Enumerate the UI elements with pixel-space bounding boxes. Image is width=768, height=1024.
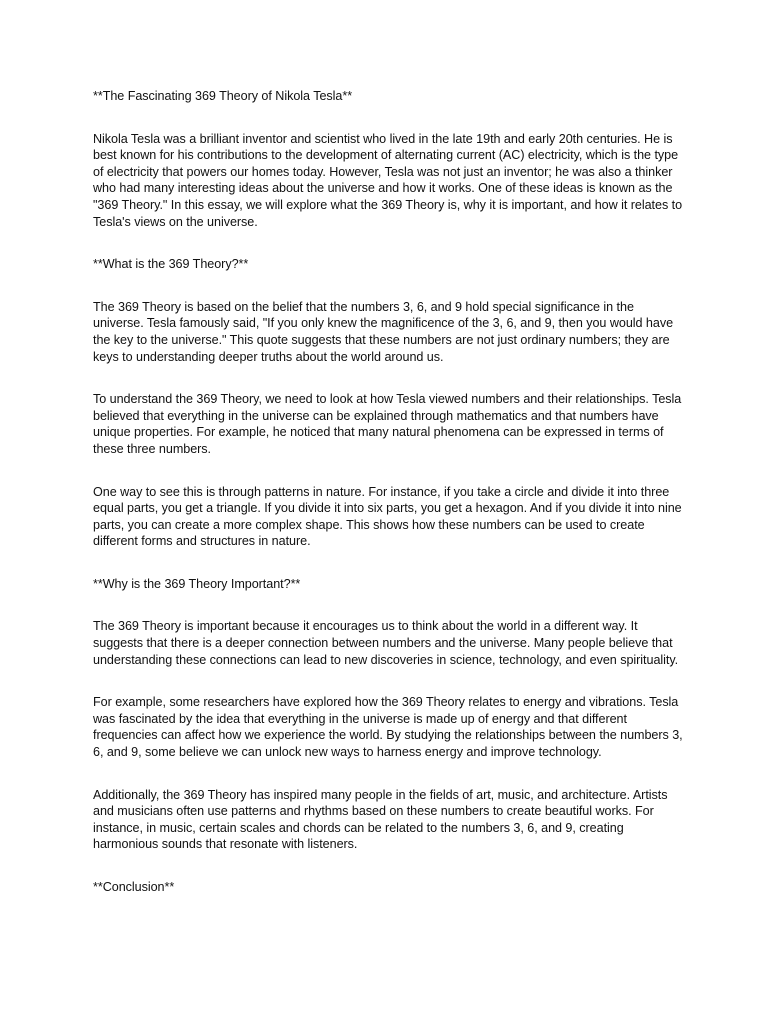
- spacer: [93, 458, 683, 484]
- spacer: [93, 230, 683, 256]
- paragraph-why-3: Additionally, the 369 Theory has inspired many people in the fields of art, music, and architecture. Artists and musicians often use patterns and rhythms based on these numbers to create beautiful works. For instance, in music, certain scales and chords can be related to the numbers 3, 6, and 9, creating harmonious sounds that resonate with listeners.: [93, 787, 668, 852]
- spacer: [93, 592, 683, 618]
- spacer: [93, 668, 683, 694]
- spacer: [93, 761, 683, 787]
- paragraph-what-2: To understand the 369 Theory, we need to look at how Tesla viewed numbers and their relationships. Tesla believed that everything in the universe can be explained through mathematics and that numbers have unique properties. For example, he noticed that many natural phenomena can be expressed in terms of these three numbers.: [93, 392, 682, 456]
- intro-paragraph: Nikola Tesla was a brilliant inventor and scientist who lived in the late 19th and early 20th centuries. He is best known for his contributions to the development of alternating current (AC) electricity, which is the type of electricity that powers our homes today. However, Tesla was not just an inventor; he was also a thinker who had many interesting ideas about the universe and how it works. One of these ideas is known as the "369 Theory." In this essay, we will explore what the 369 Theory is, why it is important, and how it relates to Tesla's views on the universe.: [93, 131, 683, 229]
- paragraph-why-1: The 369 Theory is important because it encourages us to think about the world in a different way. It suggests that there is a deeper connection between numbers and the universe. Many people believe that understanding these connections can lead to new discoveries in science, technology, and even spirituality.: [93, 619, 679, 667]
- paragraph-why-2: For example, some researchers have explored how the 369 Theory relates to energy and vibrations. Tesla was fascinated by the idea that everything in the universe is made up of energy and that different frequencies can affect how we experience the world. By studying the relationships between the numbers 3, 6, and 9, some believe we can unlock new ways to harness energy and improve technology.: [93, 695, 683, 760]
- paragraph-what-1: The 369 Theory is based on the belief that the numbers 3, 6, and 9 hold special significance in the universe. Tesla famously said, "If you only knew the magnificence of the 3, 6, and 9, then you would have the key to the universe." This quote suggests that these numbers are not just ordinary numbers; they are keys to understanding deeper truths about the world around us.: [93, 299, 674, 364]
- spacer: [93, 105, 683, 131]
- spacer: [93, 550, 683, 576]
- spacer: [93, 853, 683, 879]
- document-body: [93, 88, 683, 896]
- section-heading-what: **What is the 369 Theory?**: [93, 257, 249, 272]
- section-heading-why: **Why is the 369 Theory Important?**: [93, 576, 301, 591]
- paragraph-what-3: One way to see this is through patterns in nature. For instance, if you take a circle and divide it into three equal parts, you get a triangle. If you divide it into six parts, you get a hexagon. And if you divide it into nine parts, you can create a more complex shape. This shows how these numbers can be used to create different forms and structures in nature.: [93, 484, 682, 549]
- document-title: **The Fascinating 369 Theory of Nikola Tesla**: [93, 89, 353, 103]
- spacer: [93, 365, 683, 391]
- spacer: [93, 273, 683, 299]
- section-heading-conclusion: **Conclusion**: [93, 880, 175, 894]
